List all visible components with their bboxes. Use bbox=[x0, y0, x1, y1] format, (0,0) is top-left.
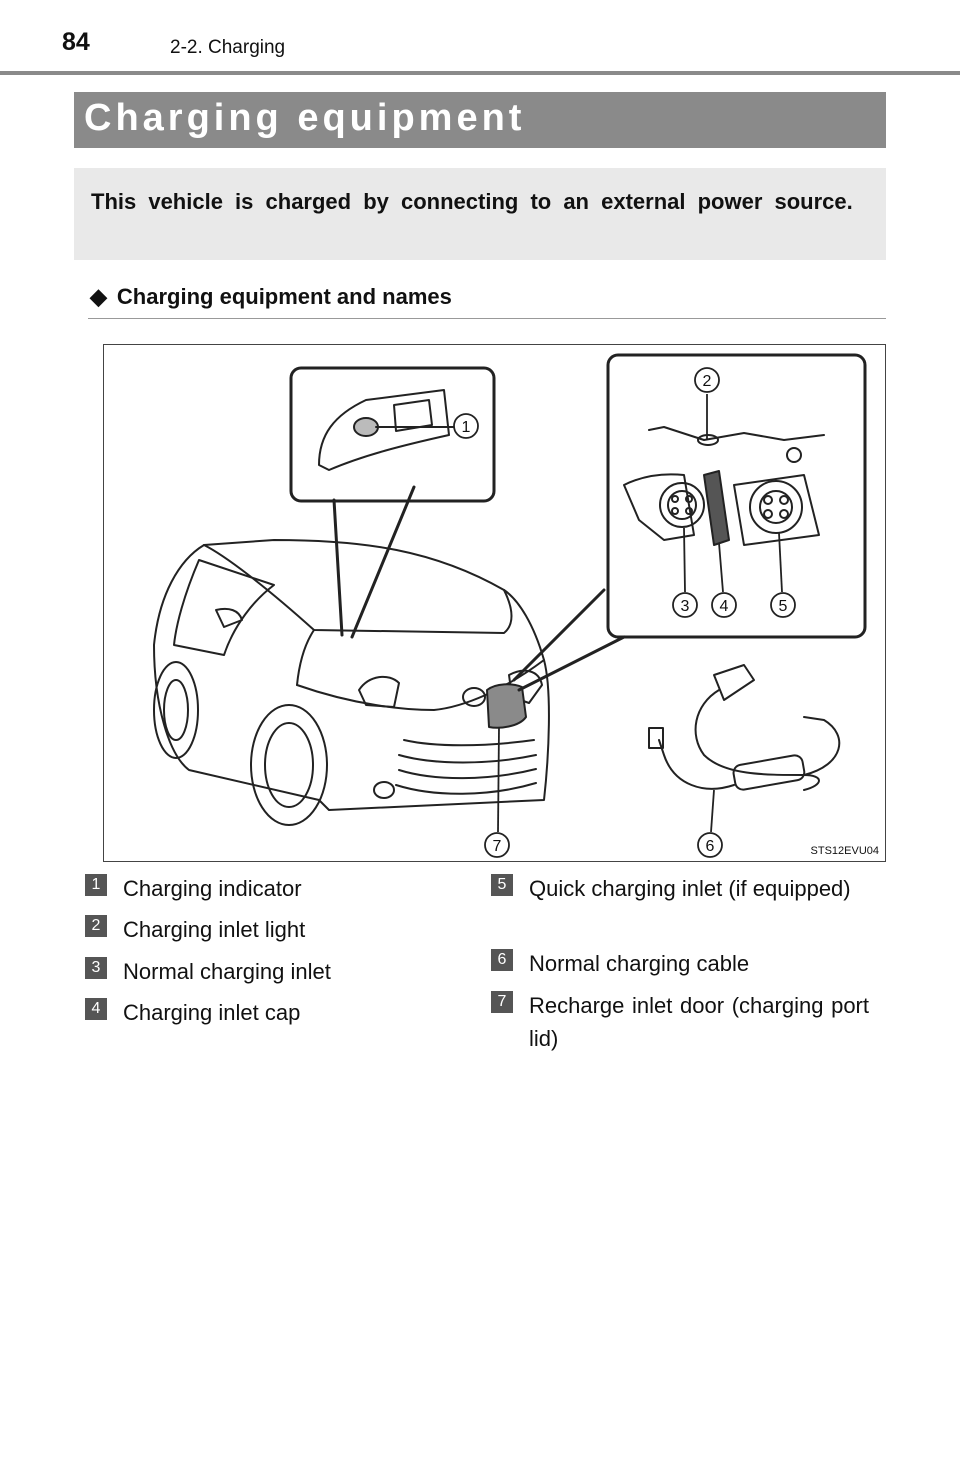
legend-badge: 5 bbox=[491, 874, 513, 896]
legend-badge: 6 bbox=[491, 949, 513, 971]
legend-label: Charging inlet cap bbox=[123, 1000, 301, 1025]
intro-text: This vehicle is charged by connecting to an external power source. bbox=[91, 189, 853, 214]
car-illustration bbox=[154, 540, 549, 825]
page-number: 84 bbox=[62, 28, 90, 56]
callout-2: 2 bbox=[702, 373, 712, 390]
legend-label: Recharge inlet door (charging port lid) bbox=[529, 993, 869, 1051]
cable-illustration bbox=[649, 665, 839, 791]
header-rule bbox=[0, 71, 960, 75]
subheading bbox=[90, 284, 452, 310]
legend-label: Normal charging cable bbox=[529, 951, 750, 976]
callout-1: 1 bbox=[461, 419, 471, 436]
callout-7: 7 bbox=[492, 838, 502, 855]
legend-badge: 3 bbox=[85, 957, 107, 979]
section-label: 2-2. Charging bbox=[170, 37, 286, 58]
figure-code: STS12EVU04 bbox=[810, 845, 879, 857]
subheading-text: Charging equipment and names bbox=[116, 284, 452, 309]
equipment-illustration bbox=[104, 345, 886, 862]
callout-6: 6 bbox=[705, 838, 715, 855]
legend-badge: 7 bbox=[491, 991, 513, 1013]
subheading-rule bbox=[88, 318, 886, 319]
legend-badge: 4 bbox=[85, 998, 107, 1020]
callout-5: 5 bbox=[778, 598, 788, 615]
equipment-figure bbox=[103, 344, 886, 862]
legend-badge: 1 bbox=[85, 874, 107, 896]
title-bar bbox=[74, 92, 886, 148]
legend-label: Normal charging inlet bbox=[123, 959, 331, 984]
legend-label: Charging inlet light bbox=[123, 917, 306, 942]
callout-3: 3 bbox=[680, 598, 690, 615]
legend-badge: 2 bbox=[85, 915, 107, 937]
callout-4: 4 bbox=[719, 598, 729, 615]
page-title: Charging equipment bbox=[84, 97, 526, 139]
inlet-inset bbox=[514, 355, 865, 690]
legend-label: Charging indicator bbox=[123, 876, 302, 901]
diamond-bullet-icon: ◆ bbox=[90, 284, 107, 309]
intro-box bbox=[74, 168, 886, 260]
legend-label: Quick charging inlet (if equipped) bbox=[529, 876, 851, 901]
indicator-inset bbox=[291, 368, 494, 637]
